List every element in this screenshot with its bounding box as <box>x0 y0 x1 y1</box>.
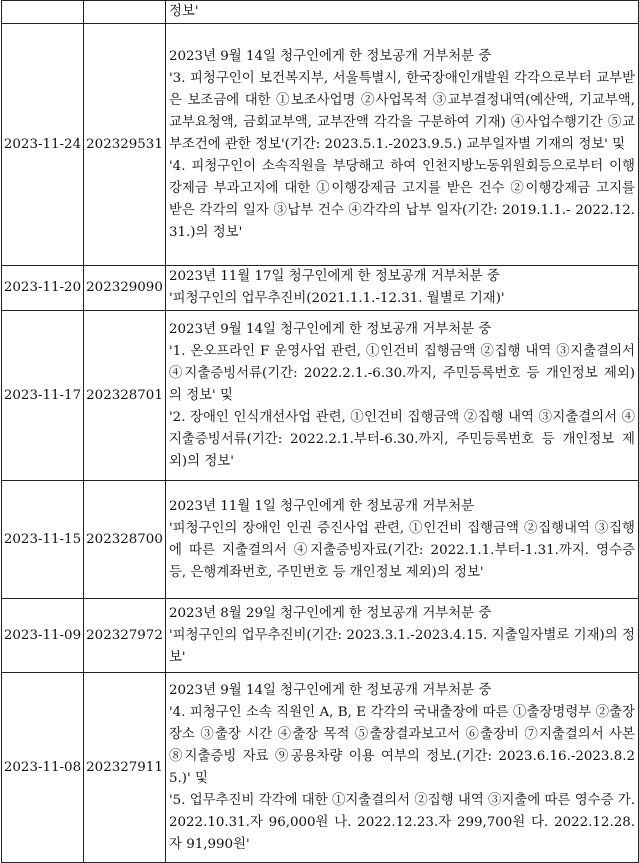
content-line: 2023년 9월 14일 청구인에게 한 정보공개 거부처분 중 <box>169 682 492 698</box>
content-cell <box>166 673 639 863</box>
table-row <box>2 24 639 266</box>
decision-table <box>1 0 639 863</box>
case-number-cell: 202328701 <box>84 311 166 481</box>
table-row <box>2 1 639 24</box>
table-row <box>2 673 639 863</box>
table-body <box>2 1 639 863</box>
content-cell <box>166 599 639 673</box>
table-row <box>2 599 639 673</box>
case-number-cell: 202329531 <box>84 24 166 266</box>
case-number-cell <box>84 1 166 24</box>
case-number-cell: 202327972 <box>84 599 166 673</box>
case-number-cell: 202327911 <box>84 673 166 863</box>
content-line: '피청구인의 업무추진비(2021.1.1.-12.31. 월별로 기재)' <box>169 291 505 306</box>
date-cell <box>2 1 84 24</box>
content-line: 2023년 8월 29일 청구인에게 한 정보공개 거부처분 중 <box>169 605 492 621</box>
content-line: '4. 피청구인 소속 직원인 A, B, E 각각의 국내출장에 따른 ①출장명령부 ②출장 장소 ③출장 시간 ④출장 목적 ⑤출장결과보고서 ⑥출장비 ⑦지출결의서 사본 ⑧지출증빙 자료 ⑨공용차량 이용 여부의 정보.(기간: 2023.6.16.-2023.8.25.)' 및 <box>169 704 635 786</box>
content-cell <box>166 24 639 266</box>
content-line: '피청구인의 장애인 인권 증진사업 관련, ①인건비 집행금액 ②집행내역 ③집행에 따른 지출결의서 ④지출증빙자료(기간: 2022.1.1.부터-1.31.까지. 영수증 등, 은행계좌번호, 주민번호 등 개인정보 제외)의 정보' <box>169 520 635 580</box>
table-row <box>2 481 639 599</box>
content-cell <box>166 481 639 599</box>
content-line: '3. 피청구인이 보건복지부, 서울특별시, 한국장애인개발원 각각으로부터 교부받은 보조금에 대한 ①보조사업명 ②사업목적 ③교부결정내역(예산액, 기교부액, 교부요청액, 금회교부액, 교부잔액 각각을 구분하여 기재) ④사업수행기간 ⑤교부조건에 관한 정보'(기간: 2023.5.1.-2023.9.5.) 교부일자별 기재의 정보' 및 <box>169 70 635 152</box>
date-cell: 2023-11-09 <box>2 599 84 673</box>
date-cell: 2023-11-20 <box>2 266 84 311</box>
date-cell: 2023-11-24 <box>2 24 84 266</box>
table-row <box>2 311 639 481</box>
content-line: '피청구인의 업무추진비(기간: 2023.3.1.-2023.4.15. 지출일자별로 기재)의 정보' <box>169 627 635 665</box>
content-line: '2. 장애인 인식개선사업 관련, ①인건비 집행금액 ②집행 내역 ③지출결의서 ④지출증빙서류(기간: 2022.2.1.부터-6.30.까지, 주민등록번호 등 개인정보 제외)의 정보' <box>169 409 635 469</box>
content-line: 2023년 9월 14일 청구인에게 한 정보공개 거부처분 중 <box>169 321 492 337</box>
date-cell: 2023-11-17 <box>2 311 84 481</box>
content-cell <box>166 311 639 481</box>
case-number-cell: 202329090 <box>84 266 166 311</box>
content-cell <box>166 266 639 311</box>
content-line: '4. 피청구인이 소속직원을 부당해고 하여 인천지방노동위원회등으로부터 이행강제금 부과고지에 대한 ①이행강제금 고지를 받은 건수 ②이행강제금 고지를 받은 각각의 일자 ③납부 건수 ④각각의 납부 일자(기간: 2019.1.1.- 2022.12.31.)의 정보' <box>169 158 635 240</box>
case-number-cell: 202328700 <box>84 481 166 599</box>
content-line: '5. 업무추진비 각각에 대한 ①지출결의서 ②집행 내역 ③지출에 따른 영수증 가. 2022.10.31.자 96,000원 나. 2022.12.23.자 299,700원 다. 2022.12.28.자 91,990원' <box>169 792 635 852</box>
table-row <box>2 266 639 311</box>
content-cell <box>166 1 639 24</box>
date-cell: 2023-11-08 <box>2 673 84 863</box>
content-line: 2023년 11월 17일 청구인에게 한 정보공개 거부처분 중 <box>169 269 500 284</box>
content-line: 2023년 9월 14일 청구인에게 한 정보공개 거부처분 중 <box>169 48 492 64</box>
content-line: 2023년 11월 1일 청구인에게 한 정보공개 거부처분 <box>169 498 475 514</box>
content-line: '1. 온오프라인 F 운영사업 관련, ①인건비 집행금액 ②집행 내역 ③지출결의서 ④지출증빙서류(기간: 2022.2.1.-6.30.까지, 주민등록번호 등 개인정보 제외)의 정보' 및 <box>169 343 635 403</box>
content-line: 정보' <box>169 4 199 19</box>
date-cell: 2023-11-15 <box>2 481 84 599</box>
